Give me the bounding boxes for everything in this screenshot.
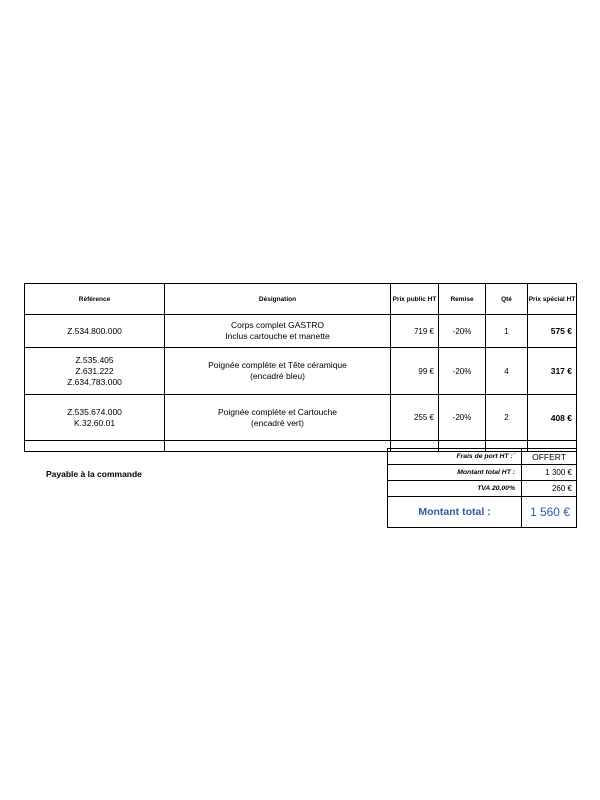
table-row [25,395,577,441]
designation-cell [165,348,391,395]
total-ht-label: Montant total HT : [388,465,522,481]
designation-line: Corps complet GASTRO [230,320,325,330]
reference-code: Z.534.800.000 [67,325,122,336]
header-quantity: Qté [486,284,528,315]
special-price-cell: 575 € [528,315,577,348]
public-price-cell: 719 € [391,315,439,348]
designation-cell [165,395,391,441]
discount-cell: -20% [439,395,486,441]
reference-code: K.32.60.01 [73,417,116,428]
designation-line: (encadré vert) [251,417,304,428]
payable-note: Payable à la commande [46,469,142,479]
designation-line: Poignée complète et Tête céramique [208,360,347,370]
grand-total-value: 1 560 € [522,497,577,528]
quantity-cell: 1 [486,315,528,348]
header-public-price: Prix public HT [391,284,439,315]
shipping-value: OFFERT [522,449,577,465]
reference-code: Z.535.674.000 [67,406,122,417]
header-special-price: Prix spécial HT [528,284,577,315]
table-row [25,348,577,395]
empty-cell [165,441,391,452]
totals-table [387,448,577,528]
reference-cell [25,395,165,441]
grand-total-row [388,497,577,528]
reference-code: Z.535.405 [75,354,114,365]
quantity-cell: 2 [486,395,528,441]
quantity-cell: 4 [486,348,528,395]
table-row [25,315,577,348]
designation-line: Poignée complète et Cartouche [217,406,338,417]
total-ht-row [388,465,577,481]
table-header-row [25,284,577,315]
designation-line: (encadré bleu) [250,371,305,381]
discount-cell: -20% [439,348,486,395]
public-price-cell: 99 € [391,348,439,395]
vat-value: 260 € [522,481,577,497]
order-table [24,283,577,452]
shipping-label: Frais de port HT :` [388,449,522,465]
reference-code: Z.634.783.000 [67,376,122,387]
designation-line: Inclus cartouche et manette [225,331,330,341]
reference-code: Z.631.222 [75,365,114,376]
grand-total-label: Montant total : [388,497,522,528]
header-reference: Référence [25,284,165,315]
reference-cell [25,315,165,348]
header-designation: Désignation [165,284,391,315]
empty-cell [25,441,165,452]
designation-cell [165,315,391,348]
reference-cell [25,348,165,395]
total-ht-value: 1 300 € [522,465,577,481]
public-price-cell: 255 € [391,395,439,441]
shipping-row [388,449,577,465]
vat-label: TVA 20,00% [388,481,522,497]
vat-row [388,481,577,497]
discount-cell: -20% [439,315,486,348]
header-discount: Remise [439,284,486,315]
special-price-cell: 317 € [528,348,577,395]
special-price-cell: 408 € [528,395,577,441]
